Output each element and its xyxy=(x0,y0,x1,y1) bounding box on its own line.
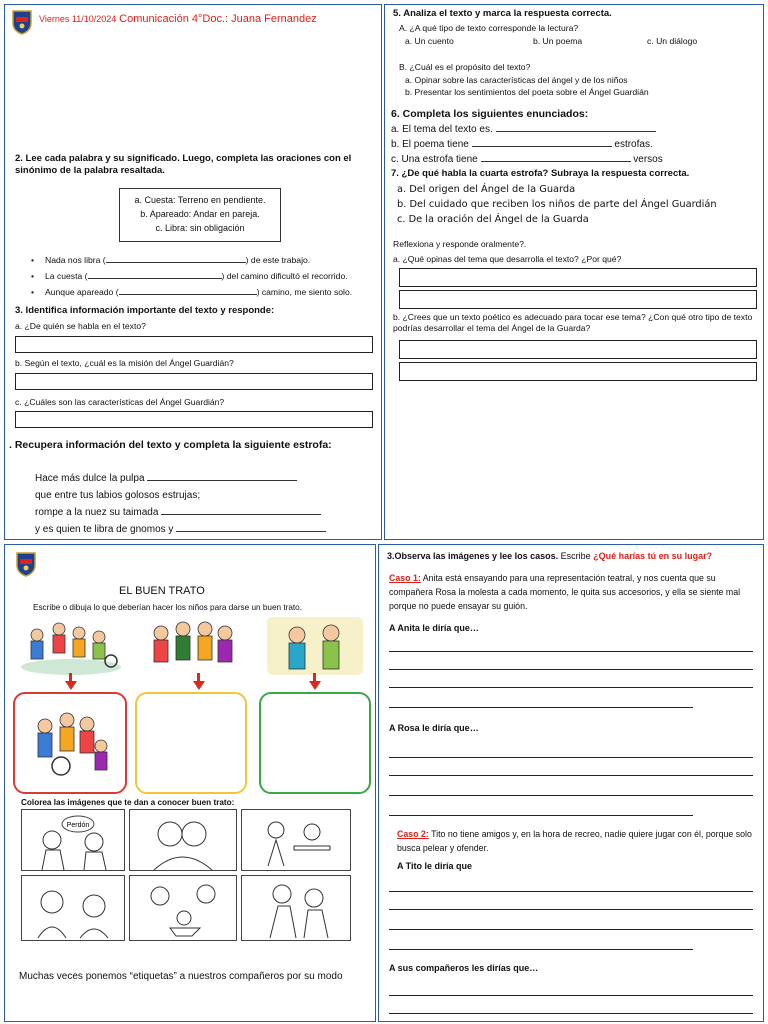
question-6-items: a. El tema del texto es. b. El poema tiene estrofas. c. Una estrofa tiene versos xyxy=(391,124,663,165)
question-3c: c. ¿Cuáles son las características del Ángel Guardián? xyxy=(15,397,225,407)
definition-libra: c. Libra: sin obligación xyxy=(155,223,245,233)
verse-1: Hace más dulce la pulpa xyxy=(35,473,145,484)
answer-line[interactable] xyxy=(389,795,753,796)
verse-1-blank[interactable] xyxy=(147,480,297,481)
children-group-illustration-2 xyxy=(145,617,241,679)
arrow-down-icon xyxy=(309,681,321,690)
worksheet-panel-bottom-right xyxy=(378,544,764,1022)
case-2-label: Caso 2: xyxy=(397,829,429,839)
answer-line[interactable] xyxy=(389,651,753,652)
buen-trato-instruction: Escribe o dibuja lo que deberían hacer los niños para darse un buen trato. xyxy=(33,603,303,612)
reflection-question-a: a. ¿Qué opinas del tema que desarrolla el texto? ¿Por qué? xyxy=(393,254,622,264)
question-2-title: 2. Lee cada palabra y su significado. Luego, completa las oraciones con el sinónimo de la palabra resaltada. xyxy=(15,153,352,176)
blank-1[interactable] xyxy=(106,262,246,263)
arrow-down-icon xyxy=(193,681,205,690)
answer-line[interactable] xyxy=(389,669,753,670)
option-7-a[interactable]: a. Del origen del Ángel de la Guarda xyxy=(397,184,576,195)
option-7-c[interactable]: c. De la oración del Ángel de la Guarda xyxy=(397,214,589,225)
q6-a-label: a. El tema del texto es. xyxy=(391,124,493,135)
option-7-b[interactable]: b. Del cuidado que reciben los niños de parte del Ángel Guardián xyxy=(397,199,717,210)
school-crest-icon xyxy=(11,9,33,35)
q6-b-blank[interactable] xyxy=(472,146,612,147)
question-3b: b. Según el texto, ¿cuál es la misión del Ángel Guardián? xyxy=(15,358,234,368)
verse-3: rompe a la nuez su taimada xyxy=(35,507,159,518)
prompt-companeros: A sus compañeros les dirías que… xyxy=(389,963,539,973)
worksheet-panel-bottom-left xyxy=(4,544,376,1022)
blank-3[interactable] xyxy=(119,294,257,295)
answer-line[interactable] xyxy=(389,815,693,816)
reflection-a-field-2[interactable] xyxy=(399,290,757,309)
case-1-label: Caso 1: xyxy=(389,573,421,583)
reflection-a-field-1[interactable] xyxy=(399,268,757,287)
reflection-b-field-2[interactable] xyxy=(399,362,757,381)
answer-frame-red[interactable] xyxy=(13,692,127,794)
case-1-text: Caso 1: Anita está ensayando para una representación teatral, y nos cuenta que su compañera Rosa la molesta a cada momento, le quita sus accesorios, y ella se siente mal porque no puede ensayar su guión. xyxy=(389,573,741,611)
q6-a-blank[interactable] xyxy=(496,131,656,132)
answer-line[interactable] xyxy=(389,757,753,758)
option-5a-b[interactable]: b. Un poema xyxy=(533,36,583,46)
children-group-illustration-1 xyxy=(15,615,127,677)
q6-c-label: c. Una estrofa tiene xyxy=(391,154,478,165)
definition-apareado: b. Apareado: Andar en pareja. xyxy=(140,209,260,219)
question-3-title: 3. Identifica información importante del texto y responde: xyxy=(15,305,275,316)
color-instruction: Colorea las imágenes que te dan a conocer buen trato: xyxy=(21,798,235,807)
speech-bubble-text: Perdón xyxy=(66,822,90,829)
prompt-tito: A Tito le diría que xyxy=(397,861,473,871)
school-crest-icon xyxy=(15,551,37,577)
answer-line[interactable] xyxy=(389,995,753,996)
answer-line[interactable] xyxy=(389,949,693,950)
question-5-title: 5. Analiza el texto y marca la respuesta correcta. xyxy=(393,8,612,19)
answer-line[interactable] xyxy=(389,687,753,688)
case-2-text: Caso 2: Tito no tiene amigos y, en la hora de recreo, nadie quiere jugar con él, porque solo busca pelear y ofender. xyxy=(397,829,752,853)
stanza xyxy=(35,470,326,538)
blank-2[interactable] xyxy=(88,278,222,279)
buen-trato-title: EL BUEN TRATO xyxy=(119,585,205,597)
reflection-title: Reflexiona y responde oralmente?. xyxy=(393,239,527,249)
question-3a: a. ¿De quién se habla en el texto? xyxy=(15,321,146,331)
coloring-picture-6[interactable] xyxy=(241,875,351,941)
answer-frame-green[interactable] xyxy=(259,692,371,794)
q6-c-blank[interactable] xyxy=(481,161,631,162)
answer-line[interactable] xyxy=(389,775,753,776)
reflection-question-b: b. ¿Crees que un texto poético es adecuado para tocar ese tema? ¿Con qué otro tipo de texto podrías desarrollar el tema del Ángel de la Guarda? xyxy=(393,312,753,333)
children-hug-illustration xyxy=(25,704,119,784)
buen-trato-footer: Muchas veces ponemos “etiquetas” a nuestros compañeros por su modo xyxy=(19,971,343,982)
arrow-down-icon xyxy=(65,681,77,690)
header-date: Viernes 11/10/2024 xyxy=(39,14,117,24)
coloring-picture-1[interactable] xyxy=(21,809,125,871)
answer-3b-field[interactable] xyxy=(15,373,373,390)
answer-line[interactable] xyxy=(389,929,753,930)
answer-line[interactable] xyxy=(389,1013,753,1014)
q6-b-label: b. El poema tiene xyxy=(391,139,469,150)
option-5b-b[interactable]: b. Presentar los sentimientos del poeta sobre el Ángel Guardián xyxy=(405,87,649,97)
question-7-title: 7. ¿De qué habla la cuarta estrofa? Subraya la respuesta correcta. xyxy=(391,168,690,179)
question-5a: A. ¿A qué tipo de texto corresponde la lectura? xyxy=(399,23,579,33)
coloring-picture-4[interactable] xyxy=(21,875,125,941)
sentence-2: • La cuesta ( ) del camino dificultó el recorrido. xyxy=(45,271,382,282)
verse-2: que entre tus labios golosos estrujas; xyxy=(35,490,201,501)
answer-line[interactable] xyxy=(389,891,753,892)
option-5a-a[interactable]: a. Un cuento xyxy=(405,36,454,46)
cases-title: 3.Observa las imágenes y lee los casos. Escribe ¿Qué harías tú en su lugar? xyxy=(387,551,713,561)
sentence-1: • Nada nos libra ( ) de este trabajo. xyxy=(45,255,375,266)
header-subject: Comunicación 4°Doc.: Juana Fernandez xyxy=(119,13,317,25)
prompt-rosa: A Rosa le diría que… xyxy=(389,723,479,733)
verse-3-blank[interactable] xyxy=(161,514,321,515)
question-7-options xyxy=(397,182,717,227)
sentence-3: • Aunque apareado ( ) camino, me siento solo. xyxy=(45,287,382,298)
reflection-b-field-1[interactable] xyxy=(399,340,757,359)
question-4-title: . Recupera información del texto y completa la siguiente estrofa: xyxy=(9,439,332,451)
answer-3c-field[interactable] xyxy=(15,411,373,428)
verse-4-blank[interactable] xyxy=(176,531,326,532)
definition-cuesta: a. Cuesta: Terreno en pendiente. xyxy=(134,195,266,205)
children-group-illustration-3 xyxy=(267,617,363,679)
worksheet-panel-top-right xyxy=(384,4,764,540)
question-5b: B. ¿Cuál es el propósito del texto? xyxy=(399,62,531,72)
option-5a-c[interactable]: c. Un diálogo xyxy=(647,36,698,46)
answer-frame-yellow[interactable] xyxy=(135,692,247,794)
answer-line[interactable] xyxy=(389,707,693,708)
coloring-picture-2[interactable] xyxy=(129,809,237,871)
verse-4: y es quien te libra de gnomos y xyxy=(35,524,174,535)
coloring-picture-3[interactable] xyxy=(241,809,351,871)
worksheet-panel-top-left xyxy=(4,4,382,540)
prompt-anita: A Anita le diría que… xyxy=(389,623,479,633)
option-5b-a[interactable]: a. Opinar sobre las características del ángel y de los niños xyxy=(405,75,628,85)
question-6-title: 6. Completa los siguientes enunciados: xyxy=(391,108,589,120)
answer-line[interactable] xyxy=(389,909,753,910)
definitions-box xyxy=(119,188,281,242)
answer-3a-field[interactable] xyxy=(15,336,373,353)
coloring-picture-5[interactable] xyxy=(129,875,237,941)
